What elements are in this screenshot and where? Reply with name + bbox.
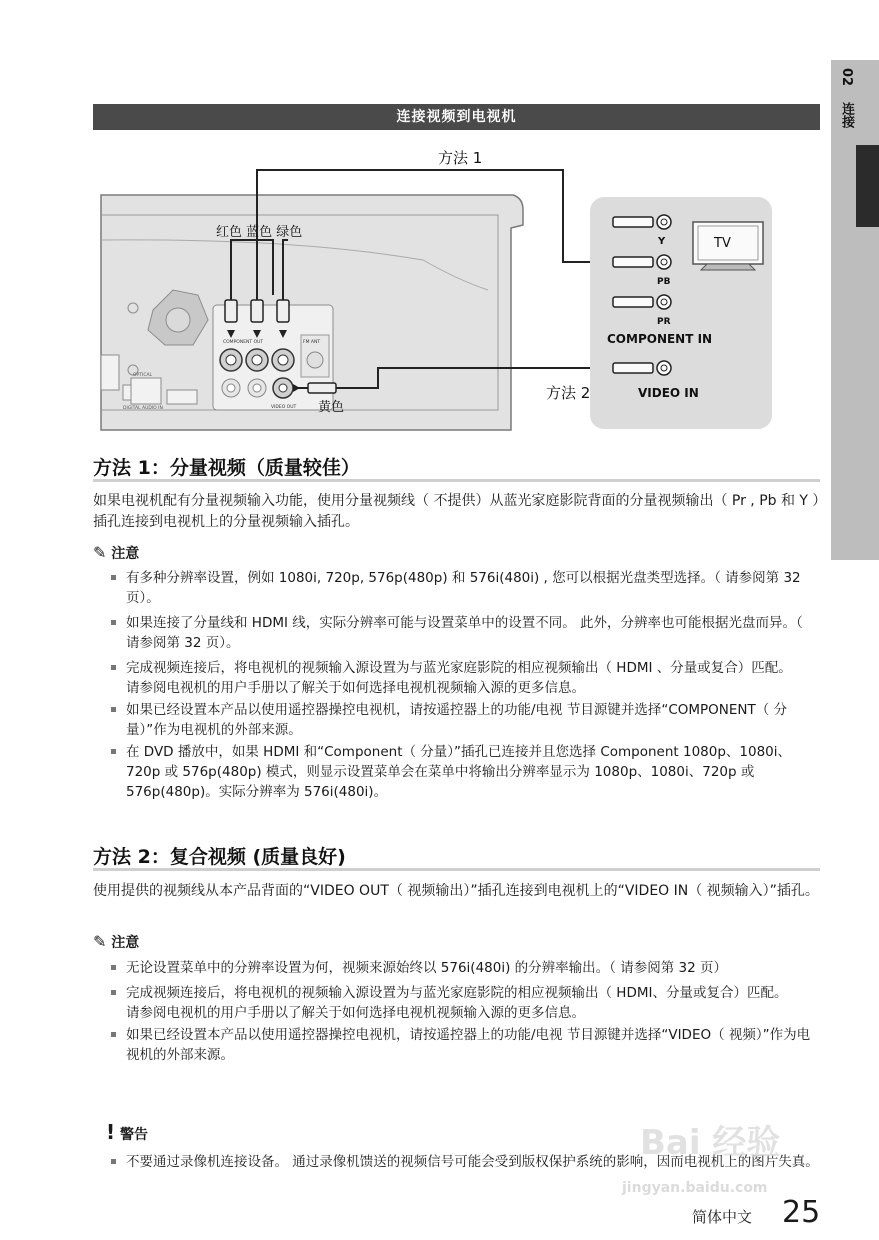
svg-text:TV: TV <box>714 236 731 251</box>
chapter-number: 02 <box>839 68 854 87</box>
method2-note-list <box>108 958 820 1065</box>
method1-note-list <box>108 568 820 802</box>
chapter-side-tab <box>831 60 879 560</box>
list-item: 如果连接了分量线和 HDMI 线，实际分辨率可能与设置菜单中的设置不同。 此外，分辨率也可能根据光盘而异。（ 请参阅第 32 页）。 <box>108 613 820 653</box>
chapter-label: 连接 <box>839 102 854 128</box>
pencil-icon: ✎ <box>93 932 107 951</box>
watermark-url: jingyan.baidu.com <box>622 1180 768 1196</box>
component-in-label: COMPONENT IN <box>607 332 713 346</box>
footer-language: 简体中文 <box>692 1208 753 1226</box>
method1-note-label: 注意 <box>111 546 140 562</box>
method2-description: 使用提供的视频线从本产品背面的“VIDEO OUT（ 视频输出）”插孔连接到电视机上的“VIDEO IN（ 视频输入）”插孔。 <box>93 883 819 899</box>
list-item: 在 DVD 播放中，如果 HDMI 和“Component（ 分量）”插孔已连接并且您选择 Component 1080p、1080i、720p 或 576p(480p) 模式，则显示设置菜单会在菜单中将输出分辨率显示为 1080p、1080i、720p 或 576p(480p)。实际分辨率为 576i(480i)。 <box>108 742 820 802</box>
hdmi-port <box>167 390 197 404</box>
optical-port <box>131 378 161 404</box>
svg-text:DIGITAL AUDIO IN: DIGITAL AUDIO IN <box>123 406 163 411</box>
method1-heading-rule <box>93 479 820 482</box>
svg-text:PB: PB <box>657 277 671 287</box>
section-title: 连接视频到电视机 <box>93 104 820 130</box>
warning-label: 警告 <box>120 1127 148 1143</box>
method2-heading: 方法 2：复合视频 (质量良好) <box>93 846 346 868</box>
svg-text:COMPONENT OUT: COMPONENT OUT <box>223 340 264 345</box>
connection-diagram <box>93 140 833 440</box>
page-number: 25 <box>782 1195 821 1230</box>
svg-text:VIDEO OUT: VIDEO OUT <box>271 405 297 410</box>
method2-note-label: 注意 <box>111 935 140 951</box>
method2-note-heading <box>93 932 139 952</box>
method2-heading-rule <box>93 868 820 871</box>
exclamation-icon: ! <box>106 1120 116 1144</box>
chapter-side-tab-marker <box>856 145 879 227</box>
component-out-jacks <box>220 349 294 371</box>
method1-description: 如果电视机配有分量视频输入功能，使用分量视频线（ 不提供）从蓝光家庭影院背面的分量视频输出（ Pr , Pb 和 Y ）插孔连接到电视机上的分量视频输入插孔。 <box>93 493 820 530</box>
list-item: 完成视频连接后，将电视机的视频输入源设置为与蓝光家庭影院的相应视频输出（ HDMI、分量或复合）匹配。 请参阅电视机的用户手册以了解关于如何选择电视机视频输入源的更多信息。 <box>108 983 820 1023</box>
method2-label: 方法 2 <box>546 384 591 402</box>
composite-plug <box>308 383 336 393</box>
watermark-brand: Bai 经验 <box>640 1123 781 1163</box>
tv-video-jack <box>613 361 671 375</box>
method1-heading: 方法 1：分量视频（质量较佳） <box>93 457 360 479</box>
list-item: 有多种分辨率设置，例如 1080i, 720p, 576p(480p) 和 576i(480i) , 您可以根据光盘类型选择。（ 请参阅第 32 页）。 <box>108 568 820 608</box>
svg-text:Y: Y <box>658 236 666 247</box>
list-item: 完成视频连接后，将电视机的视频输入源设置为与蓝光家庭影院的相应视频输出（ HDMI 、分量或复合）匹配。 请参阅电视机的用户手册以了解关于如何选择电视机视频输入源的更多信息。 <box>108 658 820 698</box>
list-item: 如果已经设置本产品以使用遥控器操控电视机，请按遥控器上的功能/电视 节目源键并选择“VIDEO（ 视频）”作为电视机的外部来源。 <box>108 1025 820 1065</box>
video-in-label: VIDEO IN <box>638 386 699 400</box>
list-item: 如果已经设置本产品以使用遥控器操控电视机，请按遥控器上的功能/电视 节目源键并选择“COMPONENT（ 分量）”作为电视机的外部来源。 <box>108 700 820 740</box>
list-item: 无论设置菜单中的分辨率设置为何，视频来源始终以 576i(480i) 的分辨率输出。（ 请参阅第 32 页） <box>108 958 820 978</box>
method1-label: 方法 1 <box>438 149 483 167</box>
warning-heading <box>106 1120 148 1144</box>
pencil-icon: ✎ <box>93 543 107 562</box>
yellow-label: 黄色 <box>318 400 345 415</box>
svg-text:OPTICAL: OPTICAL <box>133 373 153 378</box>
cable-color-labels: 红色 蓝色 绿色 <box>216 225 303 240</box>
svg-text:PR: PR <box>657 317 671 327</box>
svg-text:FM ANT: FM ANT <box>303 340 321 345</box>
video-out-jack <box>273 378 293 398</box>
method1-note-heading <box>93 543 139 563</box>
list-item: 不要通过录像机连接设备。 通过录像机馈送的视频信号可能会受到版权保护系统的影响，因而电视机上的图片失真。 <box>108 1152 820 1172</box>
